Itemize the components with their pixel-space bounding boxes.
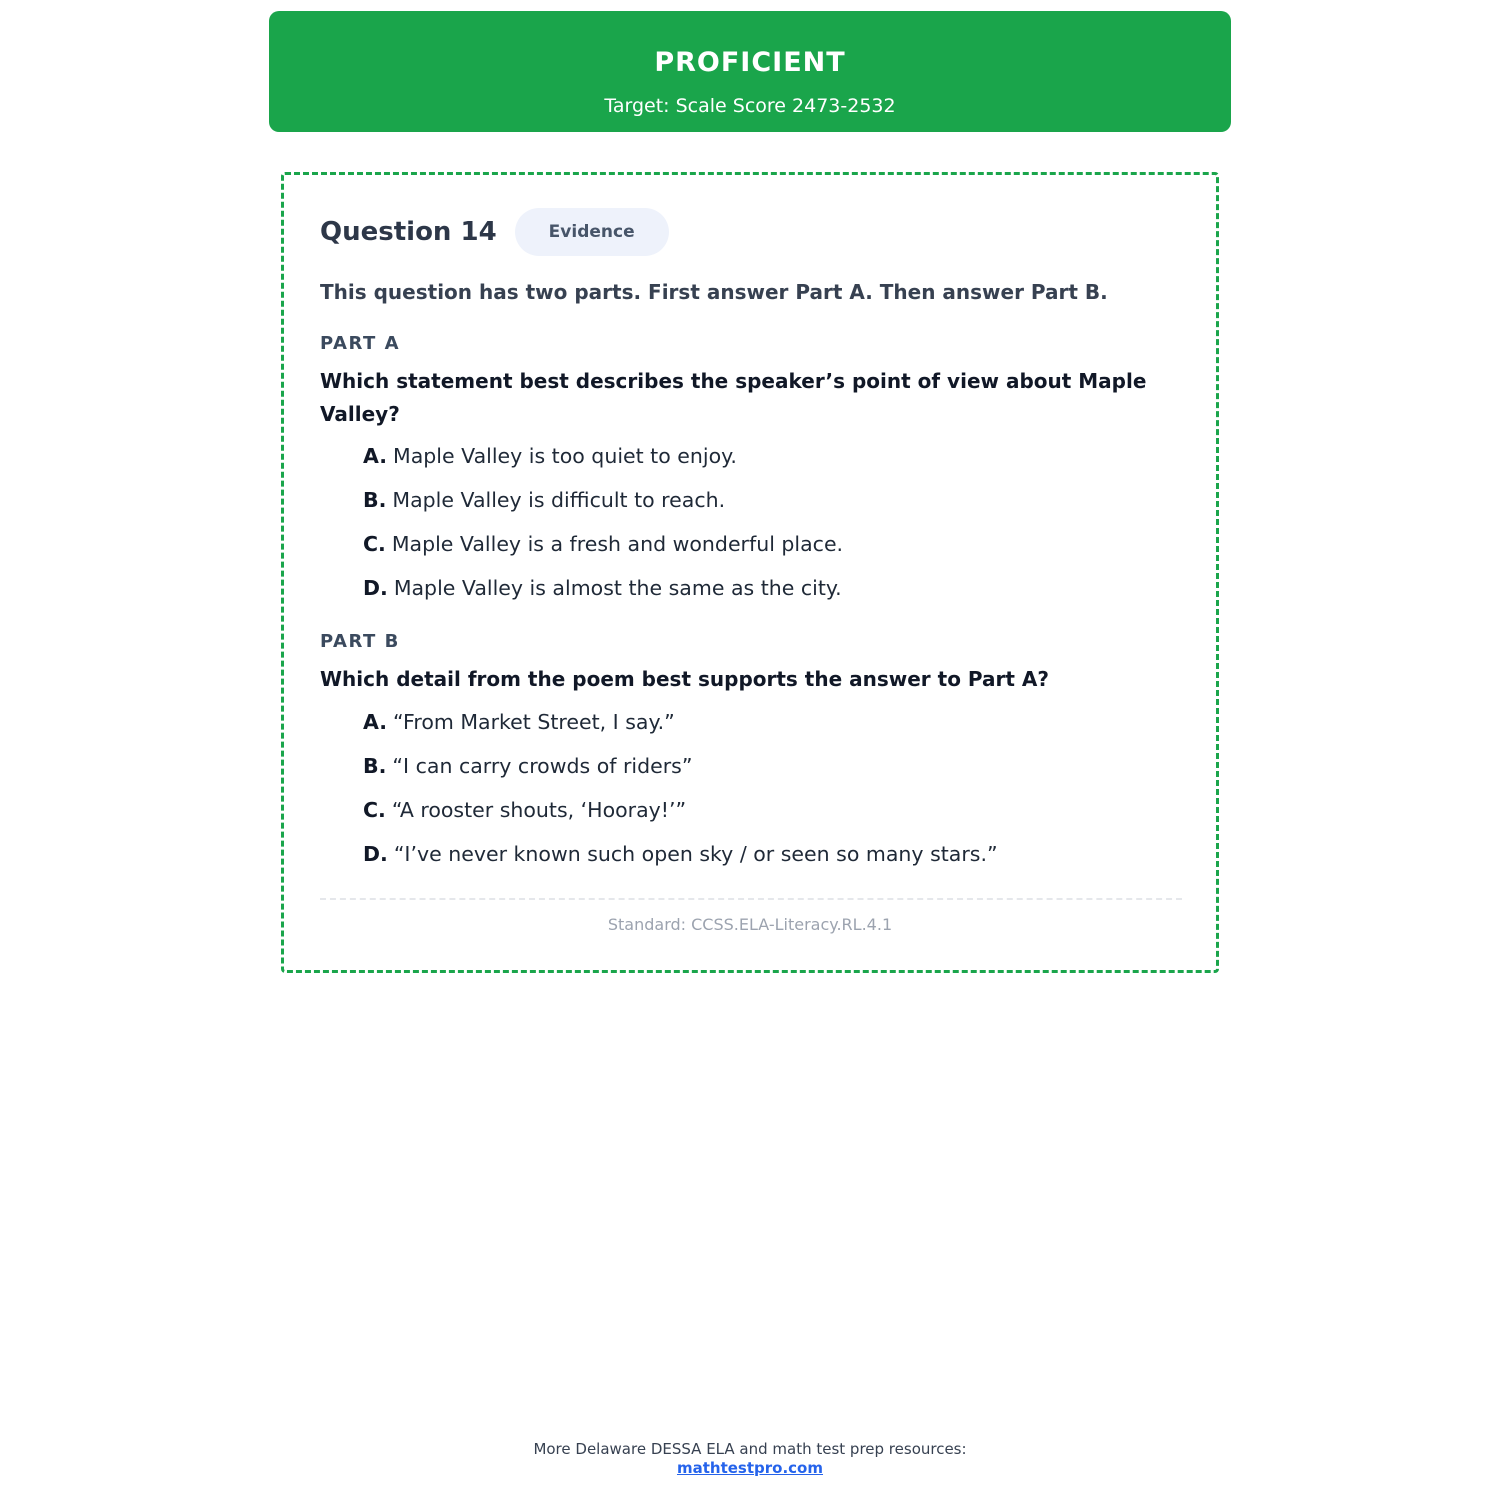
option-text: “A rooster shouts, ‘Hooray!’” bbox=[391, 798, 687, 822]
question-instructions: This question has two parts. First answer Part A. Then answer Part B. bbox=[320, 280, 1108, 304]
part-b-option-d[interactable] bbox=[363, 839, 998, 883]
footer bbox=[0, 1440, 1500, 1478]
question-title: Question 14 bbox=[320, 217, 497, 247]
footer-link[interactable]: mathtestpro.com bbox=[676, 1459, 823, 1477]
standard-label: Standard: CCSS.ELA-Literacy.RL.4.1 bbox=[607, 915, 893, 934]
option-text: “I can carry crowds of riders” bbox=[392, 754, 693, 778]
part-a-options bbox=[363, 441, 843, 617]
banner-title: PROFICIENT bbox=[654, 47, 846, 78]
option-letter: B. bbox=[363, 488, 387, 512]
option-text: Maple Valley is difficult to reach. bbox=[392, 488, 726, 512]
option-letter: C. bbox=[363, 798, 386, 822]
part-b-label: PART B bbox=[320, 631, 400, 652]
option-text: Maple Valley is almost the same as the city. bbox=[393, 576, 842, 600]
option-letter: D. bbox=[363, 842, 388, 866]
part-b-option-b[interactable] bbox=[363, 751, 998, 795]
option-letter: A. bbox=[363, 710, 388, 734]
part-a-option-c[interactable] bbox=[363, 529, 843, 573]
divider bbox=[320, 898, 1182, 900]
part-b-prompt: Which detail from the poem best supports the answer to Part A? bbox=[320, 667, 1049, 691]
option-text: Maple Valley is too quiet to enjoy. bbox=[393, 444, 737, 468]
banner-target-score: Target: Scale Score 2473-2532 bbox=[604, 95, 896, 117]
part-a-prompt: Which statement best describes the speaker’s point of view about Maple Valley? bbox=[320, 369, 1147, 426]
part-b-option-a[interactable] bbox=[363, 707, 998, 751]
footer-text: More Delaware DESSA ELA and math test prep resources: bbox=[533, 1440, 967, 1458]
part-a-label: PART A bbox=[320, 333, 400, 354]
proficiency-banner bbox=[269, 11, 1231, 132]
question-header bbox=[320, 208, 669, 256]
question-type-badge: Evidence bbox=[515, 208, 669, 256]
option-letter: A. bbox=[363, 444, 388, 468]
part-a-option-a[interactable] bbox=[363, 441, 843, 485]
part-a-option-b[interactable] bbox=[363, 485, 843, 529]
option-letter: C. bbox=[363, 532, 386, 556]
part-b-option-c[interactable] bbox=[363, 795, 998, 839]
option-text: Maple Valley is a fresh and wonderful place. bbox=[391, 532, 844, 556]
option-text: “From Market Street, I say.” bbox=[393, 710, 675, 734]
option-text: “I’ve never known such open sky / or seen so many stars.” bbox=[393, 842, 998, 866]
option-letter: D. bbox=[363, 576, 388, 600]
option-letter: B. bbox=[363, 754, 387, 778]
part-a-option-d[interactable] bbox=[363, 573, 843, 617]
question-card bbox=[281, 172, 1219, 973]
part-b-options bbox=[363, 707, 998, 883]
